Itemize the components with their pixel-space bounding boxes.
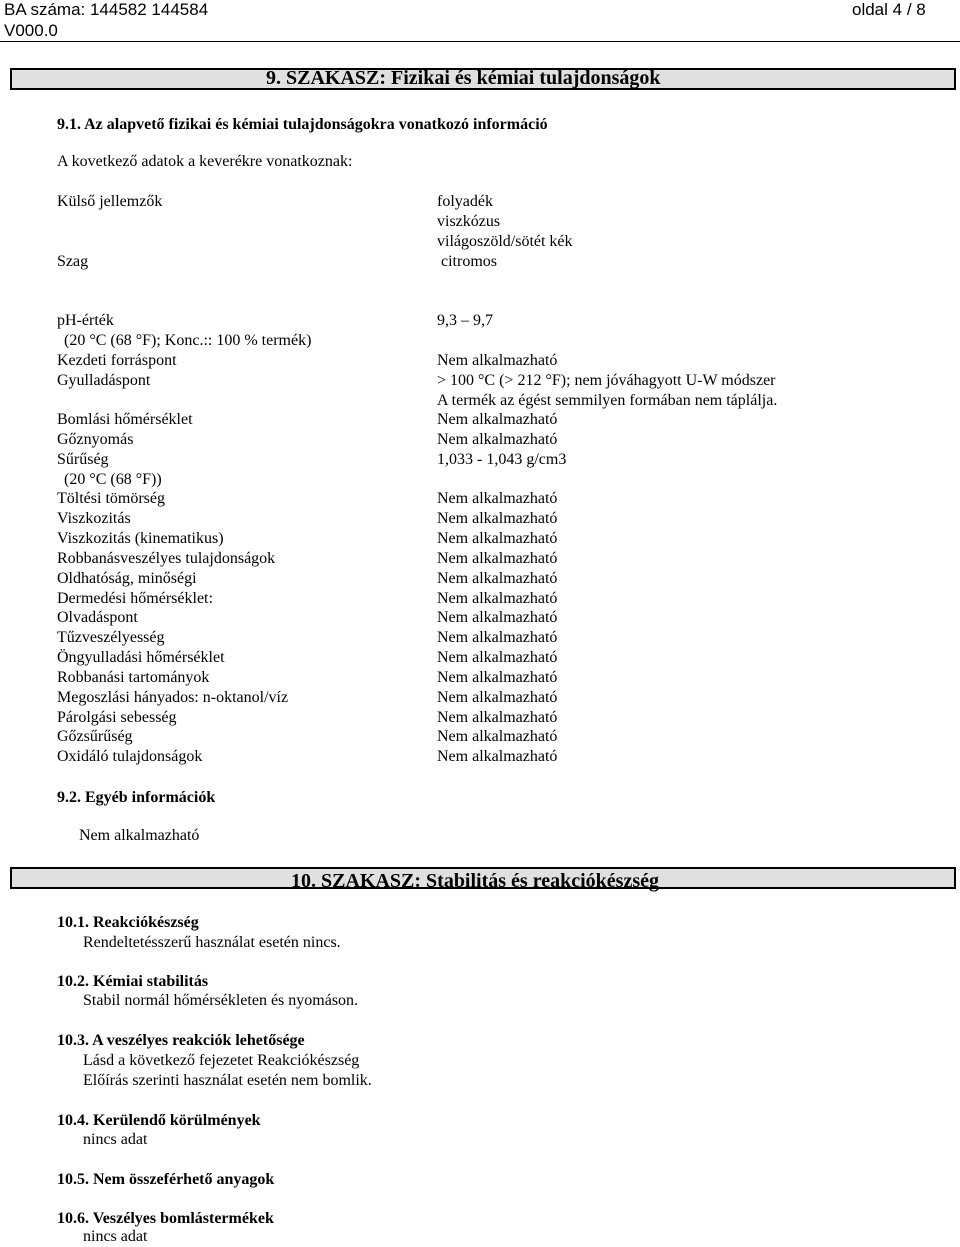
property-label: Párolgási sebesség bbox=[57, 709, 177, 726]
initial-bp-value: Nem alkalmazható bbox=[437, 352, 558, 369]
ph-label: pH-érték bbox=[57, 312, 114, 329]
sub91-title: 9.1. Az alapvető fizikai és kémiai tulajdonságokra vonatkozó információ bbox=[57, 116, 548, 133]
property-label: Dermedési hőmérséklet: bbox=[57, 590, 213, 607]
sub101-text: Rendeltetésszerű használat esetén nincs. bbox=[83, 934, 341, 951]
vapor-pressure-label: Gőznyomás bbox=[57, 431, 134, 448]
property-label: Robbanásveszélyes tulajdonságok bbox=[57, 550, 276, 567]
section9-title: 9. SZAKASZ: Fizikai és kémiai tulajdonságok bbox=[266, 67, 661, 89]
header-rule bbox=[0, 41, 960, 42]
property-value: Nem alkalmazható bbox=[437, 490, 558, 507]
section10-title: 10. SZAKASZ: Stabilitás és reakciókészség bbox=[291, 870, 659, 892]
sub101-title: 10.1. Reakciókészség bbox=[57, 914, 199, 931]
flash-value-2: A termék az égést semmilyen formában nem táplálja. bbox=[437, 392, 778, 409]
sub102-text: Stabil normál hőmérsékleten és nyomáson. bbox=[83, 992, 359, 1009]
density-label: Sűrűség bbox=[57, 451, 109, 468]
property-value: Nem alkalmazható bbox=[437, 709, 558, 726]
property-value: Nem alkalmazható bbox=[437, 689, 558, 706]
version: V000.0 bbox=[4, 21, 58, 40]
sub92-title: 9.2. Egyéb információk bbox=[57, 789, 216, 806]
ba-number: BA száma: 144582 144584 bbox=[4, 0, 209, 19]
sub103-text-2: Előírás szerinti használat esetén nem bomlik. bbox=[83, 1072, 372, 1089]
property-label: Megoszlási hányados: n-oktanol/víz bbox=[57, 689, 289, 706]
property-label: Gőzsűrűség bbox=[57, 728, 133, 745]
odor-value: citromos bbox=[441, 253, 497, 270]
property-label: Robbanási tartományok bbox=[57, 669, 210, 686]
sub103-title: 10.3. A veszélyes reakciók lehetősége bbox=[57, 1032, 305, 1049]
mixture-note: A kovetkező adatok a keverékre vonatkoznak: bbox=[57, 153, 353, 170]
sub106-text: nincs adat bbox=[83, 1228, 148, 1245]
property-value: Nem alkalmazható bbox=[437, 510, 558, 527]
appearance-value-1: folyadék bbox=[437, 193, 493, 210]
property-value: Nem alkalmazható bbox=[437, 530, 558, 547]
property-label: Viszkozitás (kinematikus) bbox=[57, 530, 224, 547]
property-label: Olvadáspont bbox=[57, 609, 138, 626]
appearance-label: Külső jellemzők bbox=[57, 193, 163, 210]
density-value: 1,033 - 1,043 g/cm3 bbox=[437, 451, 567, 468]
property-value: Nem alkalmazható bbox=[437, 669, 558, 686]
flash-value-1: > 100 °C (> 212 °F); nem jóváhagyott U-W módszer bbox=[437, 372, 776, 389]
property-value: Nem alkalmazható bbox=[437, 728, 558, 745]
property-label: Oldhatóság, minőségi bbox=[57, 570, 197, 587]
page-number: oldal 4 / 8 bbox=[852, 0, 926, 19]
sub92-text: Nem alkalmazható bbox=[79, 827, 200, 844]
sub102-title: 10.2. Kémiai stabilitás bbox=[57, 973, 209, 990]
sub103-text-1: Lásd a következő fejezetet Reakciókészség bbox=[83, 1052, 360, 1069]
decomp-value: Nem alkalmazható bbox=[437, 411, 558, 428]
sub105-title: 10.5. Nem összeférhető anyagok bbox=[57, 1171, 275, 1188]
vapor-pressure-value: Nem alkalmazható bbox=[437, 431, 558, 448]
property-label: Tűzveszélyesség bbox=[57, 629, 165, 646]
density-condition: (20 °C (68 °F)) bbox=[64, 471, 162, 488]
initial-bp-label: Kezdeti forráspont bbox=[57, 352, 177, 369]
property-value: Nem alkalmazható bbox=[437, 550, 558, 567]
property-value: Nem alkalmazható bbox=[437, 570, 558, 587]
appearance-value-3: világoszöld/sötét kék bbox=[437, 233, 573, 250]
property-value: Nem alkalmazható bbox=[437, 629, 558, 646]
property-value: Nem alkalmazható bbox=[437, 748, 558, 765]
property-label: Viszkozitás bbox=[57, 510, 131, 527]
property-label: Oxidáló tulajdonságok bbox=[57, 748, 203, 765]
decomp-label: Bomlási hőmérséklet bbox=[57, 411, 193, 428]
ph-value: 9,3 – 9,7 bbox=[437, 312, 493, 329]
flash-label: Gyulladáspont bbox=[57, 372, 151, 389]
appearance-value-2: viszkózus bbox=[437, 213, 501, 230]
sub106-title: 10.6. Veszélyes bomlástermékek bbox=[57, 1210, 274, 1227]
property-label: Öngyulladási hőmérséklet bbox=[57, 649, 225, 666]
property-value: Nem alkalmazható bbox=[437, 649, 558, 666]
property-label: Töltési tömörség bbox=[57, 490, 165, 507]
property-value: Nem alkalmazható bbox=[437, 590, 558, 607]
sub104-title: 10.4. Kerülendő körülmények bbox=[57, 1112, 261, 1129]
property-value: Nem alkalmazható bbox=[437, 609, 558, 626]
ph-condition: (20 °C (68 °F); Konc.:: 100 % termék) bbox=[64, 332, 312, 349]
sub104-text: nincs adat bbox=[83, 1131, 148, 1148]
odor-label: Szag bbox=[57, 253, 89, 270]
